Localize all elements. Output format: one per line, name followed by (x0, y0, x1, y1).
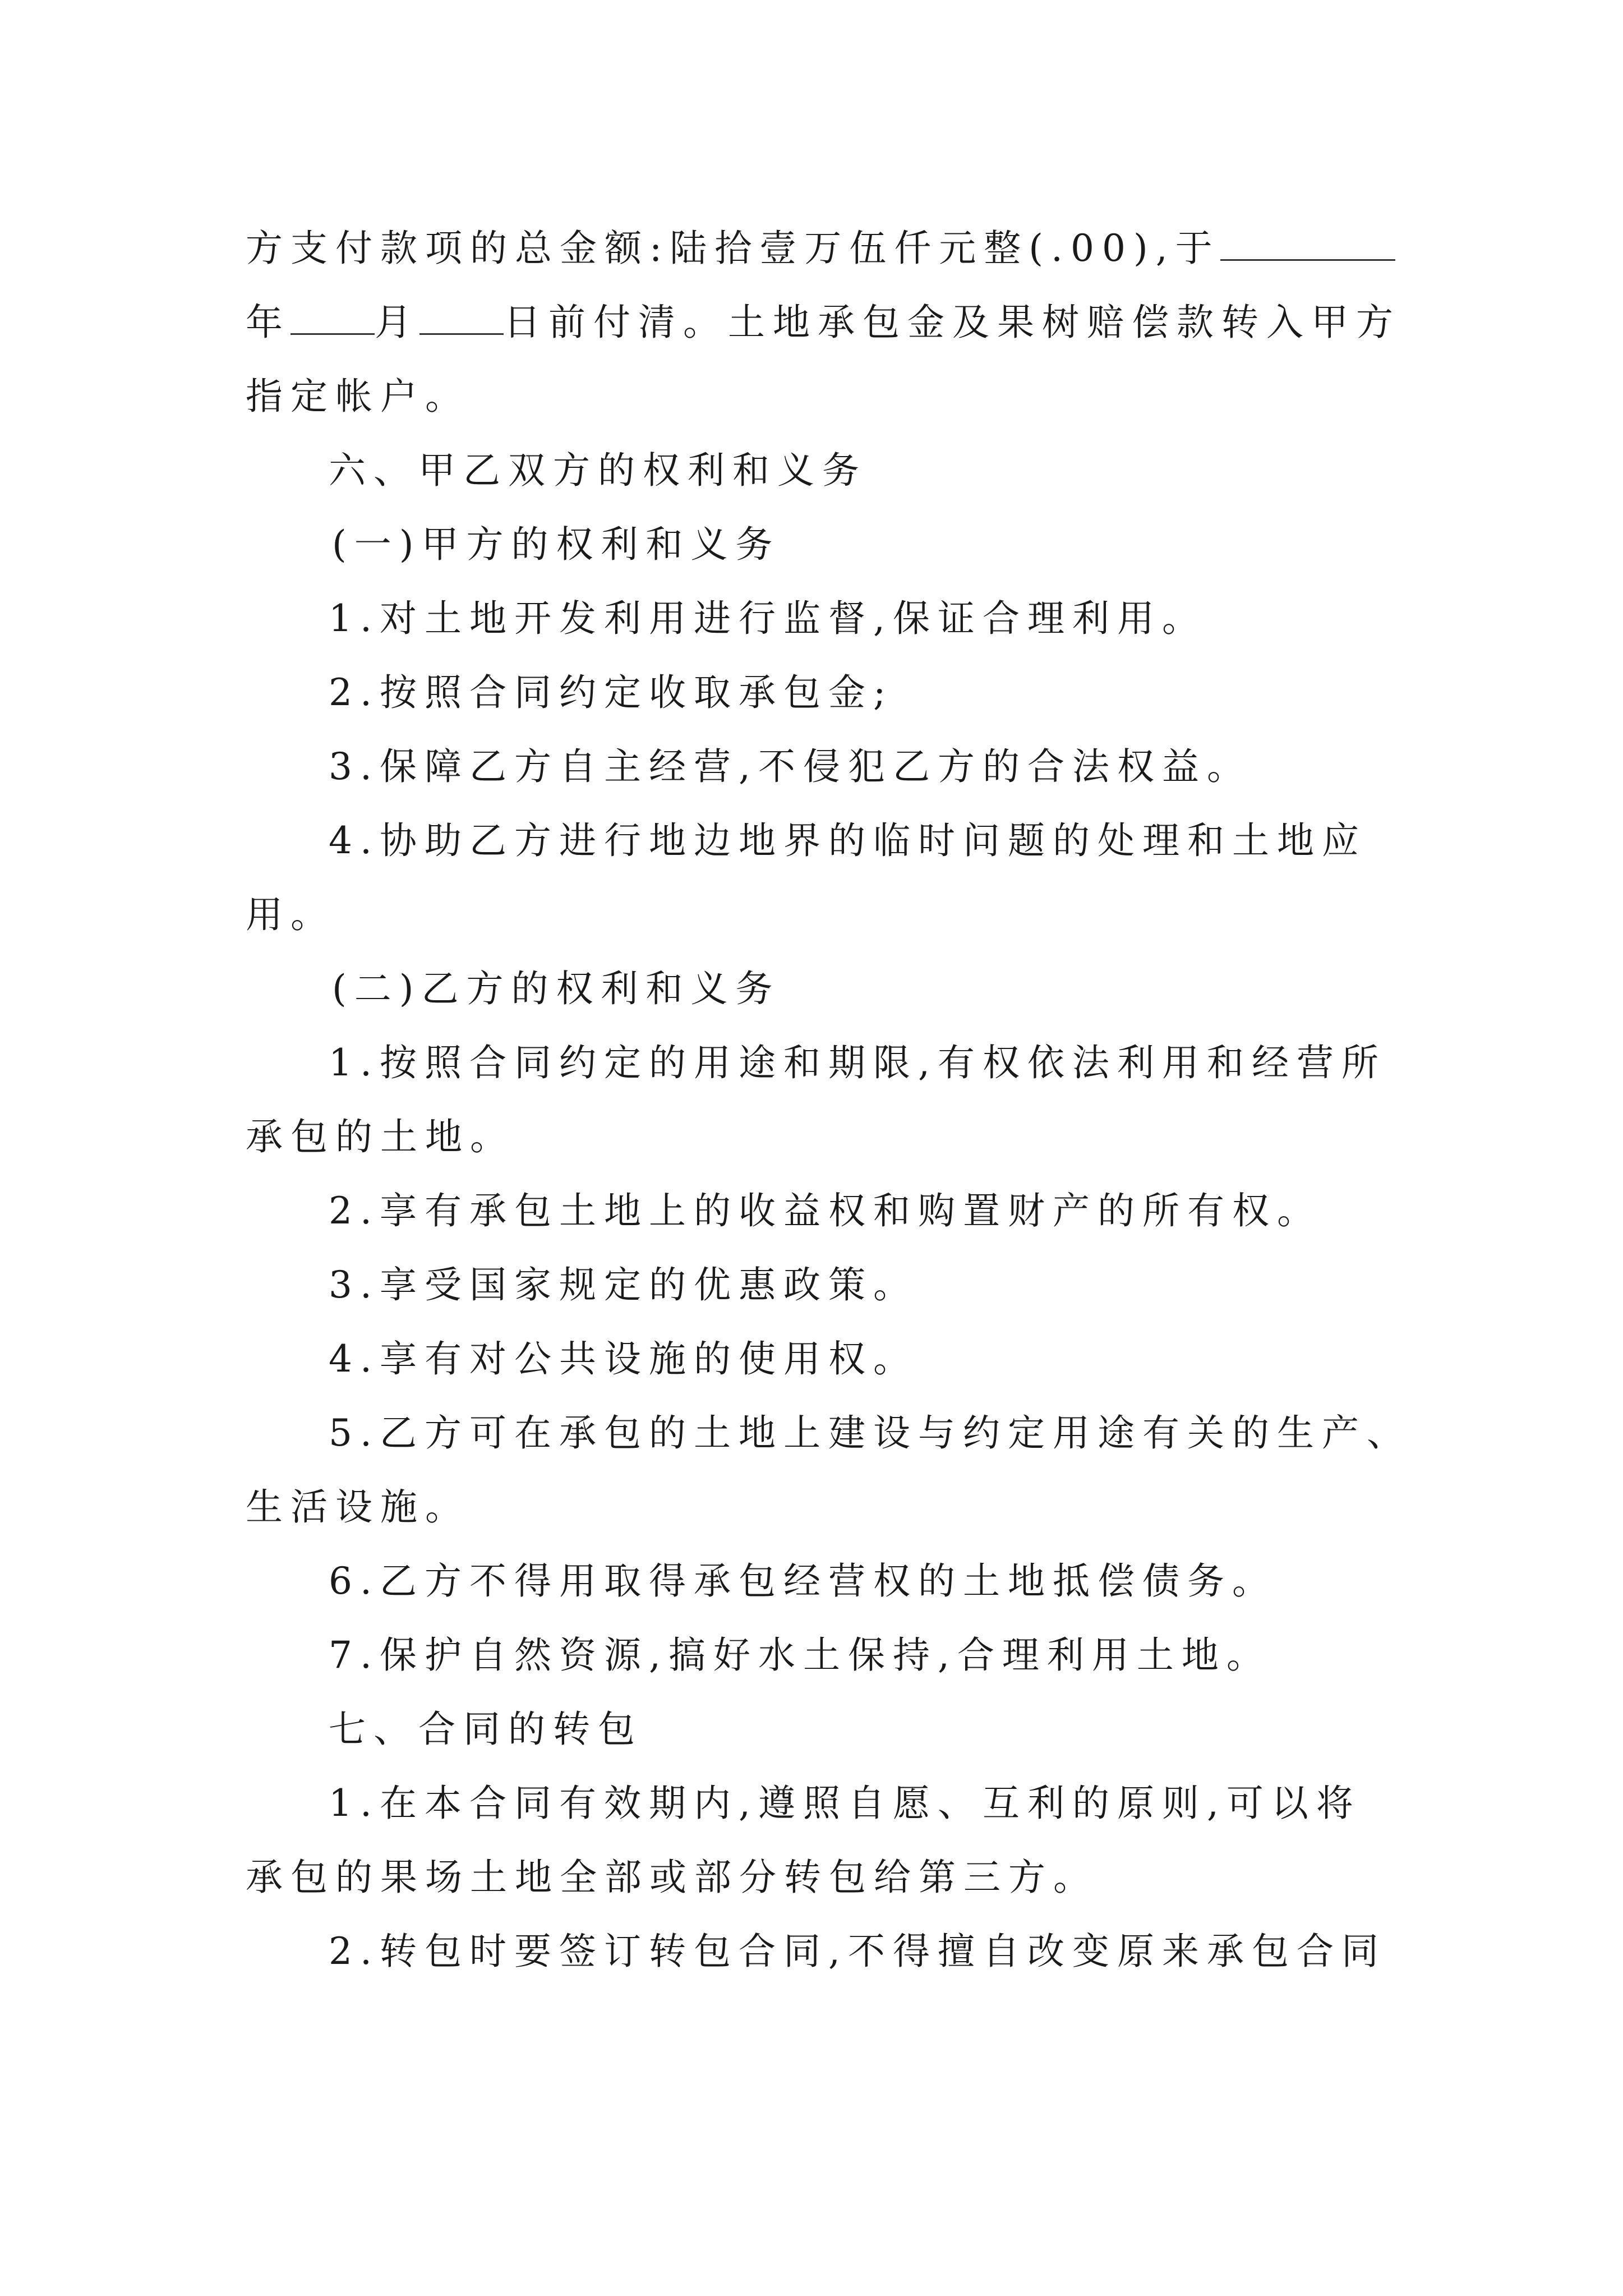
clause-b7: 7.保护自然资源,搞好水土保持,合理利用土地。 (329, 1634, 1271, 1677)
clause-c2-line1: 2.转包时要签订转包合同,不得擅自改变原来承包合同 (329, 1930, 1386, 1973)
clause-b3: 3.享受国家规定的优惠政策。 (329, 1263, 918, 1306)
clause-a1: 1.对土地开发利用进行监督,保证合理利用。 (329, 597, 1207, 640)
month-blank-underline (291, 301, 375, 335)
clause-b6: 6.乙方不得用取得承包经营权的土地抵偿债务。 (329, 1559, 1277, 1603)
clause-b1-line2: 承包的土地。 (246, 1115, 515, 1158)
clause-a3: 3.保障乙方自主经营,不侵犯乙方的合法权益。 (329, 745, 1252, 788)
payment-total-text: 方支付款项的总金额:陆拾壹万伍仟元整(.00),于 (246, 227, 1220, 270)
clause-a2: 2.按照合同约定收取承包金; (329, 671, 894, 714)
paragraph-line-account: 指定帐户。 (246, 375, 470, 418)
clause-c1-line2: 承包的果场土地全部或部分转包给第三方。 (246, 1856, 1098, 1899)
subsection-1-heading: (一)甲方的权利和义务 (332, 523, 781, 566)
clause-b2: 2.享有承包土地上的收益权和购置财产的所有权。 (329, 1189, 1322, 1232)
clause-c1-line1: 1.在本合同有效期内,遵照自愿、互利的原则,可以将 (329, 1782, 1361, 1825)
clause-b1-line1: 1.按照合同约定的用途和期限,有权依法利用和经营所 (329, 1041, 1386, 1084)
clause-b4: 4.享有对公共设施的使用权。 (329, 1337, 918, 1381)
payment-deadline-text: 日前付清。土地承包金及果树赔偿款转入甲方 (504, 301, 1401, 344)
month-label: 月 (375, 301, 419, 344)
section-7-heading: 七、合同的转包 (329, 1708, 643, 1751)
date-blank-underline (1220, 227, 1395, 261)
clause-a4-line1: 4.协助乙方进行地边地界的临时问题的处理和土地应 (329, 819, 1367, 862)
paragraph-line-date (246, 292, 1401, 353)
paragraph-line-payment (246, 218, 1390, 279)
day-blank-underline (419, 301, 504, 335)
clause-b5-line1: 5.乙方可在承包的土地上建设与约定用途有关的生产、 (329, 1411, 1412, 1455)
subsection-2-heading: (二)乙方的权利和义务 (332, 967, 781, 1010)
year-label: 年 (246, 301, 291, 344)
clause-b5-line2: 生活设施。 (246, 1485, 470, 1529)
clause-a4-line2: 用。 (246, 893, 335, 936)
section-6-heading: 六、甲乙双方的权利和义务 (329, 449, 867, 492)
